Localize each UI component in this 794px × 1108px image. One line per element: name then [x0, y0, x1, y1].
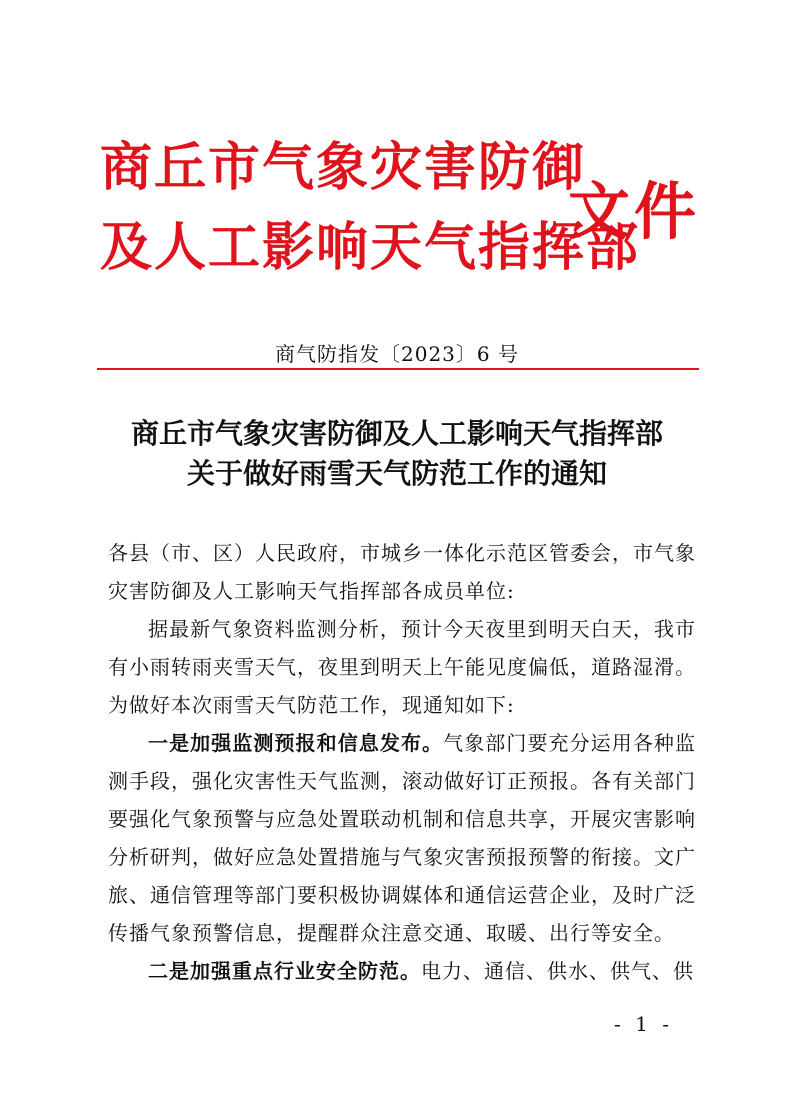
item-1-paragraph	[108, 724, 696, 952]
salutation: 各县（市、区）人民政府，市城乡一体化示范区管委会，市气象灾害防御及人工影响天气指挥部各成员单位:	[108, 541, 696, 603]
item-2-text: 电力、通信、供水、供气、供	[421, 959, 694, 983]
intro-paragraph: 据最新气象资料监测分析，预计今天夜里到明天白天，我市有小雨转雨夹雪天气，夜里到明天上午能见度偏低，道路湿滑。为做好本次雨雪天气防范工作，现通知如下:	[108, 617, 696, 717]
item-2-heading: 二是加强重点行业安全防范。	[148, 959, 421, 983]
item-2-paragraph	[108, 952, 696, 990]
document-title-line2: 关于做好雨雪天气防范工作的通知	[186, 457, 607, 490]
document-type-label: 文件	[568, 175, 701, 248]
document-number: 商气防指发〔2023〕6 号	[275, 342, 519, 366]
document-body	[108, 534, 696, 990]
page-number: - 1 -	[614, 1012, 673, 1036]
document-title	[0, 414, 794, 494]
red-divider-line	[97, 368, 699, 370]
issuing-authority-line1: 商丘市气象灾害防御	[100, 138, 587, 198]
document-title-line1: 商丘市气象灾害防御及人工影响天气指挥部	[130, 417, 663, 450]
item-1-text: 气象部门要充分运用各种监测手段，强化灾害性天气监测，滚动做好订正预报。各有关部门要强化气象预警与应急处置联动机制和信息共享，开展灾害影响分析研判，做好应急处置措施与气象灾害预报预警的衔接。文广旅、通信管理等部门要积极协调媒体和通信运营企业，及时广泛传播气象预警信息，提醒群众注意交通、取暖、出行等安全。	[108, 731, 697, 945]
issuing-authority-line2: 及人工影响天气指挥部	[100, 218, 641, 278]
item-1-heading: 一是加强监测预报和信息发布。	[148, 731, 444, 755]
issuing-authority	[100, 128, 640, 288]
